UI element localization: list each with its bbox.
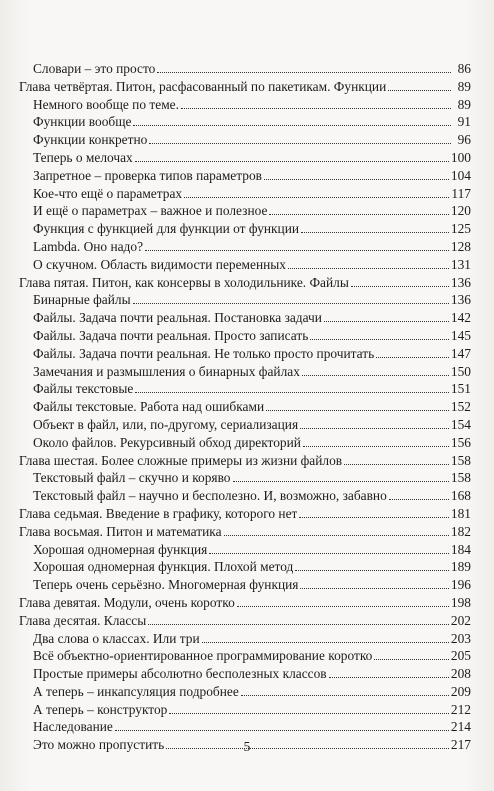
toc-entry-title: Глава восьмая. Питон и математика	[19, 523, 222, 539]
toc-entry-title: Словари – это просто	[33, 61, 156, 76]
toc-dot-leader	[169, 712, 449, 714]
toc-section-entry	[19, 576, 471, 594]
toc-dot-leader	[300, 587, 448, 589]
toc-entry-page: 217	[450, 737, 471, 753]
toc-dot-leader	[184, 196, 449, 198]
toc-entry-page: 96	[457, 132, 471, 148]
toc-entry-title: А теперь – конструктор	[33, 701, 168, 717]
toc-entry-page: 125	[450, 221, 471, 237]
toc-entry-title: Теперь очень серьёзно. Многомерная функция	[33, 577, 299, 593]
toc-entry-title: Это можно пропустить	[33, 737, 165, 753]
toc-dot-leader	[269, 213, 448, 215]
toc-entry-page: 89	[457, 96, 471, 112]
toc-section-entry	[19, 558, 471, 576]
toc-entry-title: Наследование	[33, 719, 113, 735]
toc-section-entry	[19, 683, 471, 701]
toc-section-entry	[19, 345, 471, 363]
toc-dot-leader	[303, 445, 449, 447]
toc-entry-page: 205	[450, 648, 471, 664]
toc-dot-leader	[300, 427, 449, 429]
toc-entry-page: 208	[450, 666, 471, 682]
toc-dot-leader	[202, 641, 449, 643]
toc-entry-page: 156	[450, 434, 471, 450]
toc-entry-title: Кое-что ещё о параметрах	[33, 185, 183, 201]
page-number: 5	[243, 739, 251, 754]
toc-dot-leader	[374, 658, 449, 660]
toc-dot-leader	[149, 142, 451, 144]
toc-dot-leader	[264, 178, 449, 180]
toc-chapter-entry	[19, 612, 471, 630]
toc-section-entry	[19, 434, 471, 452]
toc-entry-title: Глава девятая. Модули, очень коротко	[19, 594, 235, 610]
toc-entry-title: Lambda. Оно надо?	[33, 238, 144, 254]
toc-section-entry	[19, 185, 471, 203]
toc-entry-page: 151	[450, 381, 471, 397]
toc-section-entry	[19, 363, 471, 381]
toc-dot-leader	[241, 694, 449, 696]
toc-entry-title: Простые примеры абсолютно бесполезных классов	[33, 666, 327, 682]
toc-dot-leader	[133, 124, 451, 126]
toc-dot-leader	[310, 338, 449, 340]
toc-entry-title: Около файлов. Рекурсивный обход директорий	[33, 434, 301, 450]
toc-entry-title: Файлы текстовые. Работа над ошибками	[33, 399, 265, 415]
toc-entry-title: Бинарные файлы	[33, 292, 131, 308]
toc-section-entry	[19, 487, 471, 505]
toc-entry-page: 154	[450, 416, 471, 432]
toc-section-entry	[19, 167, 471, 185]
toc-section-entry	[19, 327, 471, 345]
toc-section-entry	[19, 380, 471, 398]
toc-chapter-entry	[19, 274, 471, 292]
toc-section-entry	[19, 60, 471, 78]
toc-section-entry	[19, 469, 471, 487]
toc-entry-page: 117	[451, 185, 471, 201]
toc-chapter-entry	[19, 452, 471, 470]
toc-section-entry	[19, 96, 471, 114]
toc-dot-leader	[295, 569, 449, 571]
toc-dot-leader	[233, 480, 449, 482]
toc-entry-page: 131	[450, 256, 471, 272]
toc-dot-leader	[266, 409, 449, 411]
toc-entry-page: 196	[450, 577, 471, 593]
toc-entry-title: Функция с функцией для функции от функции	[33, 221, 300, 237]
toc-entry-title: Функции вообще	[33, 114, 132, 130]
toc-section-entry	[19, 202, 471, 220]
toc-entry-title: Файлы. Задача почти реальная. Не только просто прочитать	[33, 345, 375, 361]
toc-section-entry	[19, 718, 471, 736]
toc-dot-leader	[115, 729, 449, 731]
toc-section-entry	[19, 541, 471, 559]
toc-entry-page: 158	[450, 452, 471, 468]
toc-dot-leader	[237, 605, 449, 607]
toc-chapter-entry	[19, 78, 471, 96]
toc-dot-leader	[288, 267, 449, 269]
toc-entry-page: 182	[450, 523, 471, 539]
toc-section-entry	[19, 238, 471, 256]
toc-entry-page: 214	[450, 719, 471, 735]
toc-section-entry	[19, 665, 471, 683]
toc-entry-title: Глава шестая. Более сложные примеры из жизни файлов	[19, 452, 343, 468]
toc-entry-title: Замечания и размышления о бинарных файлах	[33, 363, 300, 379]
toc-entry-title: А теперь – инкапсуляция подробнее	[33, 683, 239, 699]
toc-section-entry	[19, 220, 471, 238]
toc-section-entry	[19, 309, 471, 327]
toc-entry-page: 203	[450, 630, 471, 646]
toc-entry-page: 145	[450, 327, 471, 343]
toc-dot-leader	[224, 534, 449, 536]
toc-dot-leader	[389, 498, 449, 500]
toc-entry-page: 91	[457, 114, 471, 130]
toc-entry-page: 184	[450, 541, 471, 557]
toc-section-entry	[19, 256, 471, 274]
toc-entry-page: 150	[450, 363, 471, 379]
toc-entry-title: И ещё о параметрах – важное и полезное	[33, 203, 268, 219]
toc-entry-page: 158	[450, 470, 471, 486]
toc-entry-page: 202	[450, 612, 471, 628]
toc-section-entry	[19, 131, 471, 149]
toc-entry-title: Файлы текстовые	[33, 381, 134, 397]
toc-entry-page: 104	[450, 167, 471, 183]
toc-entry-title: Хорошая одномерная функция	[33, 541, 208, 557]
toc-entry-page: 209	[450, 683, 471, 699]
toc-dot-leader	[376, 356, 449, 358]
toc-dot-leader	[329, 676, 449, 678]
toc-dot-leader	[135, 391, 449, 393]
toc-chapter-entry	[19, 505, 471, 523]
toc-entry-page: 120	[450, 203, 471, 219]
toc-entry-title: Объект в файл, или, по-другому, сериализация	[33, 416, 299, 432]
toc-section-entry	[19, 701, 471, 719]
toc-section-entry	[19, 630, 471, 648]
toc-entry-title: Запретное – проверка типов параметров	[33, 167, 262, 183]
toc-entry-page: 142	[450, 310, 471, 326]
toc-dot-leader	[301, 231, 449, 233]
toc-dot-leader	[388, 89, 451, 91]
toc-entry-page: 181	[450, 505, 471, 521]
toc-entry-title: Файлы. Задача почти реальная. Просто записать	[33, 327, 309, 343]
toc-dot-leader	[157, 71, 451, 73]
toc-entry-title: Файлы. Задача почти реальная. Постановка задачи	[33, 310, 322, 326]
toc-dot-leader	[135, 160, 449, 162]
toc-entry-page: 152	[450, 399, 471, 415]
toc-entry-page: 136	[450, 292, 471, 308]
toc-dot-leader	[299, 516, 449, 518]
toc-entry-title: Глава седьмая. Введение в графику, которого нет	[19, 505, 298, 521]
toc-section-entry	[19, 647, 471, 665]
toc-entry-title: Текстовый файл – научно и бесполезно. И, возможно, забавно	[33, 488, 387, 504]
toc-dot-leader	[324, 320, 449, 322]
toc-chapter-entry	[19, 523, 471, 541]
toc-section-entry	[19, 113, 471, 131]
toc-entry-page: 100	[450, 149, 471, 165]
toc-entry-title: Теперь о мелочах	[33, 149, 133, 165]
toc-entry-page: 86	[457, 61, 471, 76]
toc-section-entry	[19, 291, 471, 309]
toc-entry-title: Всё объектно-ориентированное программирование коротко	[33, 648, 373, 664]
toc-chapter-entry	[19, 594, 471, 612]
toc-dot-leader	[148, 623, 449, 625]
toc-entry-title: Немного вообще по теме.	[33, 96, 179, 112]
toc-dot-leader	[351, 285, 449, 287]
toc-entry-page: 168	[450, 488, 471, 504]
toc-entry-title: О скучном. Область видимости переменных	[33, 256, 286, 272]
toc-entry-page: 89	[457, 78, 471, 94]
toc-entry-title: Два слова о классах. Или три	[33, 630, 200, 646]
table-of-contents	[19, 60, 471, 754]
toc-dot-leader	[302, 374, 449, 376]
toc-dot-leader	[344, 463, 449, 465]
toc-section-entry	[19, 416, 471, 434]
toc-entry-title: Глава четвёртая. Питон, расфасованный по пакетикам. Функции	[19, 78, 387, 94]
toc-entry-title: Глава пятая. Питон, как консервы в холодильнике. Файлы	[19, 274, 349, 290]
toc-entry-title: Текстовый файл – скучно и коряво	[33, 470, 231, 486]
toc-entry-page: 198	[450, 594, 471, 610]
toc-entry-title: Функции конкретно	[33, 132, 148, 148]
toc-entry-page: 212	[450, 701, 471, 717]
toc-entry-title: Глава десятая. Классы	[19, 612, 147, 628]
toc-entry-page: 136	[450, 274, 471, 290]
toc-dot-leader	[209, 552, 449, 554]
toc-entry-title: Хорошая одномерная функция. Плохой метод	[33, 559, 294, 575]
toc-dot-leader	[133, 302, 449, 304]
toc-entry-page: 189	[450, 559, 471, 575]
toc-section-entry	[19, 149, 471, 167]
toc-entry-page: 128	[450, 238, 471, 254]
toc-dot-leader	[145, 249, 449, 251]
toc-section-entry	[19, 398, 471, 416]
toc-entry-page: 147	[450, 345, 471, 361]
toc-dot-leader	[181, 107, 451, 109]
